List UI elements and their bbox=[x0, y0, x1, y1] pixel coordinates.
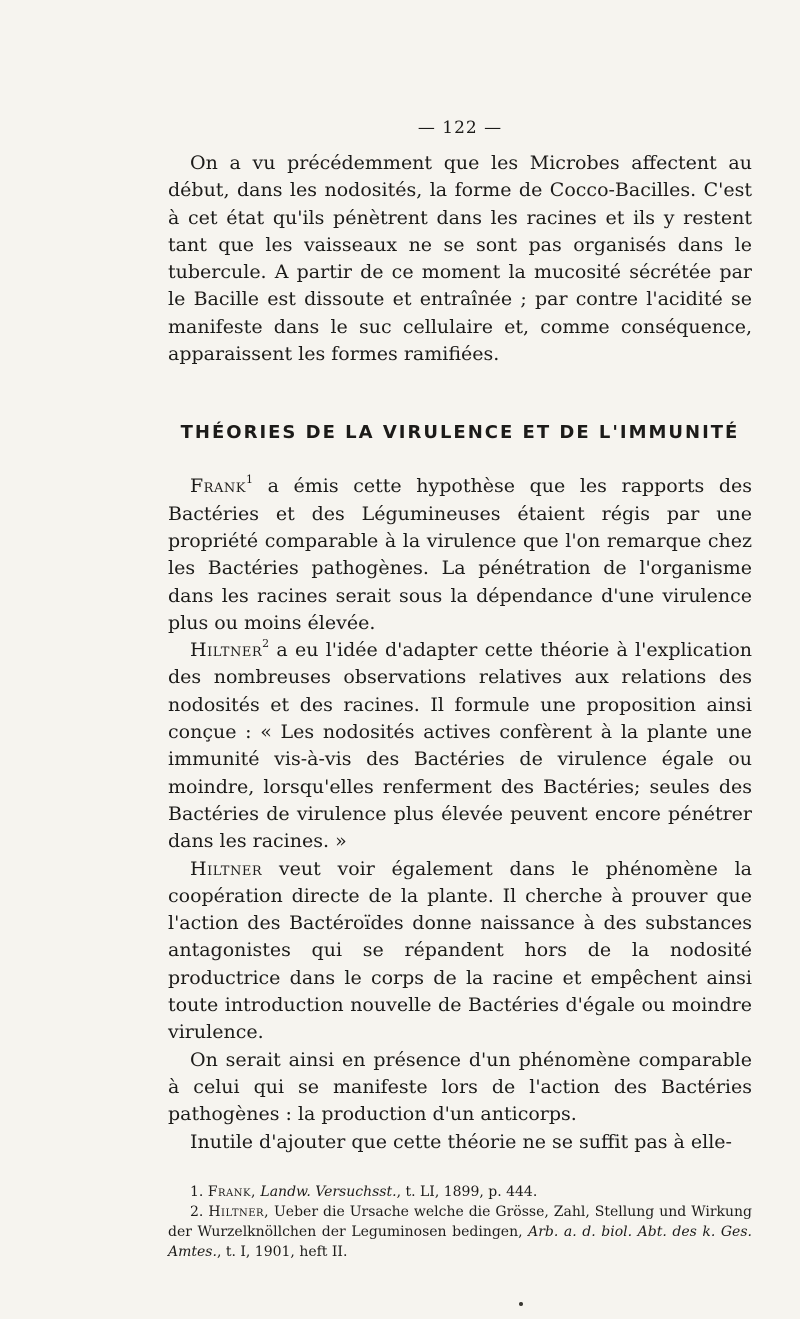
paragraph-text: veut voir également dans le phénomène la coopération directe de la plante. Il cherche à prouver que l'action des Bactéroïdes donne naissance à des substances antagonistes qui se répandent hors de la nodosité productrice dans le corps de la racine et empêchent ainsi toute introduction nouvelle de Bactéries d'égale ou moindre virulence. bbox=[168, 857, 752, 1044]
section-heading: THÉORIES DE LA VIRULENCE ET DE L'IMMUNITÉ bbox=[180, 422, 740, 444]
footnote-author: Hiltner, bbox=[208, 1203, 270, 1220]
footnote-rest: , t. I, 1901, heft II. bbox=[216, 1243, 348, 1260]
footnote-number: 2. bbox=[190, 1203, 204, 1220]
paragraph-hiltner-immunity bbox=[168, 637, 752, 855]
intro-paragraph: On a vu précédemment que les Microbes affectent au début, dans les nodosités, la forme de Cocco-Bacilles. C'est à cet état qu'ils pénètrent dans les racines et ils y restent tant que les vaisseaux ne se sont pas organisés dans le tubercule. A partir de ce moment la mucosité sécrétée par le Bacille est dissoute et entraînée ; par contre l'acidité se manifeste dans le suc cellulaire et, comme conséquence, apparaissent les formes ramifiées. bbox=[168, 152, 752, 366]
footnote-title: Landw. Versuchsst. bbox=[260, 1183, 397, 1200]
footnote-2 bbox=[168, 1202, 752, 1262]
paragraph-anticorps: On serait ainsi en présence d'un phénomène comparable à celui qui se manifeste lors de l'action des Bactéries pathogènes : la production d'un anticorps. bbox=[168, 1048, 752, 1126]
page-number: — 122 — bbox=[417, 118, 503, 138]
footnotes bbox=[168, 1182, 752, 1262]
ink-dot bbox=[519, 1302, 523, 1306]
paragraph-hiltner-cooperation bbox=[168, 856, 752, 1047]
author-name: Hiltner bbox=[190, 639, 263, 662]
paragraph-text: a eu l'idée d'adapter cette théorie à l'explication des nombreuses observations relatives aux relations des nodosités et des racines. Il formule une proposition ainsi conçue : « Les nodosités actives confèrent à la plante une immunité vis-à-vis des Bactéries de virulence égale ou moindre, lorsqu'elles renferment des Bactéries; seules des Bactéries de virulence plus élevée peuvent encore pénétrer dans les racines. » bbox=[168, 639, 752, 853]
footnote-1 bbox=[168, 1182, 752, 1202]
footnote-journal: Arb. a. d. biol. Abt. des k. Ges. Amtes. bbox=[168, 1223, 752, 1260]
footnote-author: Frank, bbox=[207, 1183, 256, 1200]
author-name: Hiltner bbox=[190, 857, 263, 880]
book-page bbox=[168, 118, 752, 1262]
paragraph-conclusion: Inutile d'ajouter que cette théorie ne se suffit pas à elle- bbox=[190, 1130, 732, 1153]
author-name: Frank bbox=[190, 475, 246, 498]
footnote-number: 1. bbox=[190, 1183, 204, 1200]
footnote-ref: 1 bbox=[245, 473, 253, 487]
footnote-ref: 2 bbox=[262, 636, 270, 650]
paragraph-text: a émis cette hypothèse que les rapports des Bactéries et des Légumineuses étaient régis par une propriété comparable à la virulence que l'on remarque chez les Bactéries pathogènes. La pénétration de l'organisme dans les racines serait sous la dépendance d'une virulence plus ou moins élevée. bbox=[168, 475, 752, 634]
footnote-rest: , t. LI, 1899, p. 444. bbox=[396, 1183, 538, 1200]
footnote-text: Ueber die Ursache welche die Grösse, Zahl, Stellung und Wirkung der Wurzelknöllchen der Leguminosen bedingen, bbox=[168, 1203, 752, 1240]
paragraph-frank-hypothesis bbox=[168, 473, 752, 637]
